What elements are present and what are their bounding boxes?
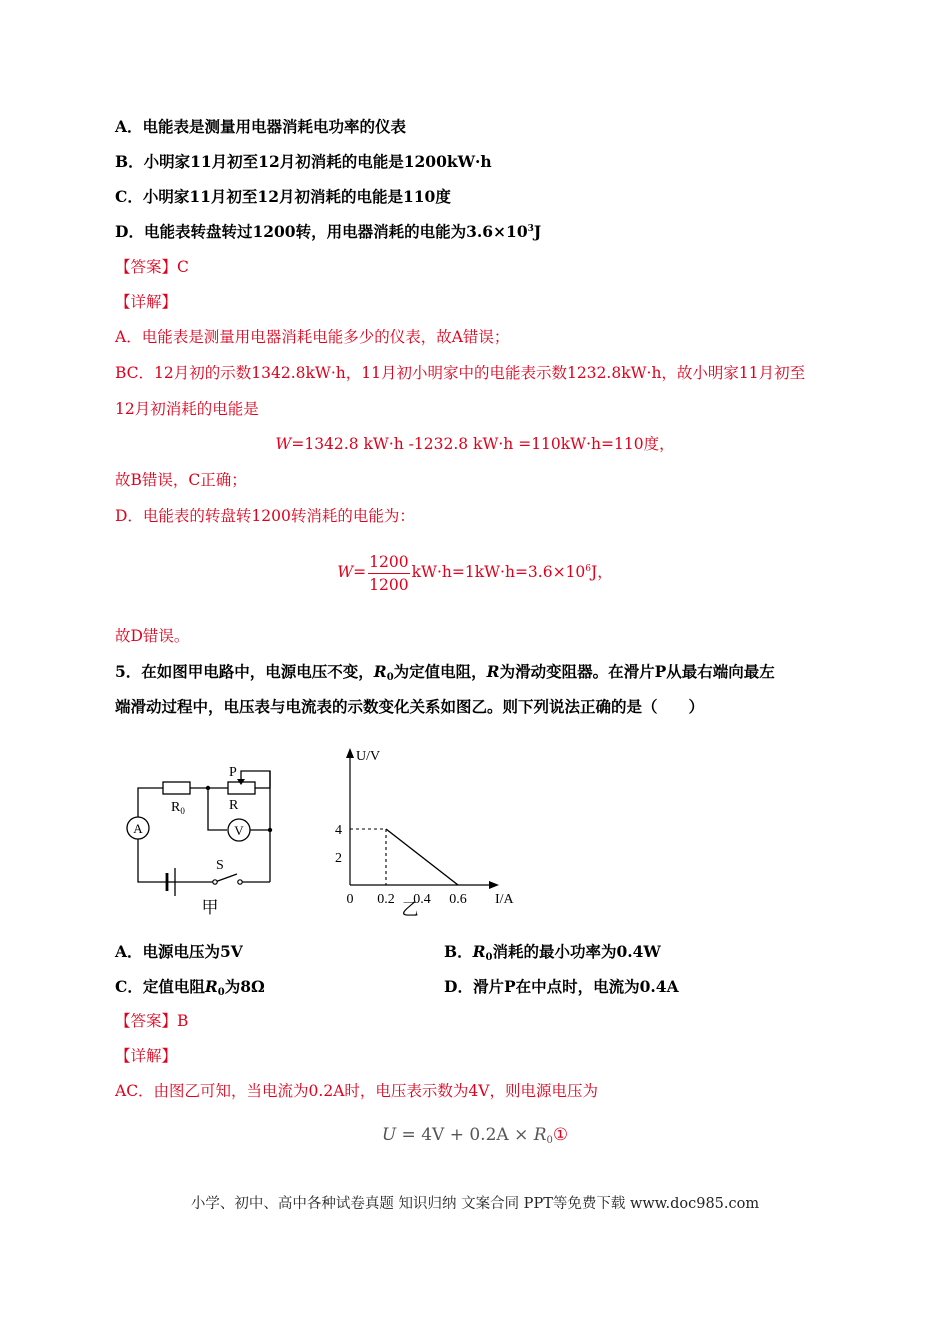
- answer-label: 【答案】: [115, 1012, 178, 1030]
- q4-detail-a: A．电能表是测量用电器消耗电能多少的仪表，故A错误；: [115, 328, 510, 346]
- switch-blade: [215, 874, 237, 882]
- equation-variable: U: [381, 1125, 397, 1145]
- option-text: 为8Ω: [224, 977, 265, 996]
- equation-number: ①: [552, 1125, 569, 1145]
- q4-detail-d-end: 故D错误。: [115, 627, 190, 645]
- q5-stem-line-1: [115, 662, 775, 682]
- equation-equals: =: [353, 563, 367, 581]
- x-axis-arrow-icon: [489, 881, 499, 889]
- q4-option-d-exponent: 3: [527, 224, 534, 234]
- q4-detail-bc-3: 故B错误，C正确；: [115, 471, 247, 489]
- fraction-denominator: 1200: [369, 575, 409, 594]
- equation-variable: R: [533, 1125, 547, 1145]
- r0-resistor: [163, 782, 190, 794]
- q5-detail-label: 【详解】: [115, 1047, 178, 1065]
- equation-body: kW·h=1kW·h=3.6×10: [411, 563, 586, 581]
- equation-end: J，: [591, 563, 613, 581]
- q4-option-d-unit: J: [533, 222, 542, 241]
- q5-r0-sub: 0: [386, 672, 394, 683]
- q4-detail-bc-1: BC．12月初的示数1342.8kW·h，11月初小明家中的电能表示数1232.8kW·h，故小明家11月初至: [115, 364, 806, 382]
- equation-variable: W: [275, 435, 292, 453]
- q4-option-c: C．小明家11月初至12月初消耗的电能是110度: [115, 187, 451, 206]
- u-i-line: [386, 829, 458, 885]
- q5-stem-text: 5．在如图甲电路中，电源电压不变，: [115, 662, 374, 681]
- option-variable: R: [204, 977, 218, 996]
- fraction: [368, 553, 409, 594]
- q5-answer: [115, 1011, 188, 1031]
- q4-detail-label: 【详解】: [115, 293, 178, 311]
- option-text: 消耗的最小功率为0.4W: [492, 942, 661, 961]
- option-prefix: C．定值电阻: [115, 977, 205, 996]
- q5-option-a: A．电源电压为5V: [115, 942, 243, 961]
- switch-contact: [213, 880, 217, 884]
- answer-value: B: [177, 1012, 189, 1030]
- option-subscript: 0: [485, 952, 493, 963]
- x-tick-label: 0.2: [377, 892, 395, 907]
- x-axis-label: I/A: [495, 892, 514, 907]
- slider-label: P: [229, 765, 237, 780]
- u-i-chart: [325, 740, 535, 920]
- q4-equation-2: [0, 552, 950, 592]
- wire: [138, 839, 167, 882]
- equation-body: = 4V + 0.2A ×: [396, 1125, 534, 1145]
- x-tick-label: 0.4: [413, 892, 431, 907]
- x-tick-label: 0: [346, 892, 354, 907]
- q5-equation-1: [0, 1125, 950, 1145]
- wire: [208, 788, 227, 830]
- voltmeter-label: V: [234, 823, 244, 838]
- r0-label-text: R: [171, 800, 181, 815]
- switch-label: S: [216, 858, 224, 873]
- q5-detail-ac: AC．由图乙可知，当电流为0.2A时，电压表示数为4V，则电源电压为: [115, 1082, 598, 1100]
- wire: [138, 788, 163, 810]
- q4-answer: [115, 257, 189, 277]
- junction-dot: [206, 786, 210, 790]
- q4-equation-1: [0, 434, 950, 454]
- option-prefix: B．: [444, 942, 473, 961]
- q4-option-d-text: D．电能表转盘转过1200转，用电器消耗的电能为3.6×10: [115, 222, 528, 241]
- equation-variable: W: [337, 563, 354, 581]
- q5-stem-text: 为滑动变阻器。在滑片P从最右端向最左: [499, 662, 775, 681]
- equation-subscript: 0: [546, 1135, 553, 1146]
- y-tick-label: 2: [335, 851, 342, 866]
- r-label: R: [229, 798, 239, 813]
- q5-option-c: [115, 977, 265, 997]
- q5-option-b: [444, 942, 661, 962]
- q4-option-a: A．电能表是测量用电器消耗电功率的仪表: [115, 117, 407, 136]
- switch-contact: [238, 880, 242, 884]
- y-tick-label: 4: [335, 823, 342, 838]
- page-footer: 小学、初中、高中各种试卷真题 知识归纳 文案合同 PPT等免费下载 www.doc985.com: [190, 1196, 760, 1212]
- circuit-diagram: [115, 755, 290, 920]
- equation-body: =1342.8 kW·h -1232.8 kW·h =110kW·h=110度，: [291, 435, 675, 453]
- r0-label-sub: 0: [180, 806, 185, 816]
- equation-exponent: 6: [585, 564, 592, 574]
- option-variable: R: [472, 942, 486, 961]
- q5-r0-var: R: [373, 662, 387, 681]
- q4-option-b: B．小明家11月初至12月初消耗的电能是1200kW·h: [115, 152, 492, 171]
- q4-option-d: [115, 222, 541, 242]
- q5-stem-text: 为定值电阻，: [393, 662, 487, 681]
- q5-option-d: D．滑片P在中点时，电流为0.4A: [444, 977, 679, 996]
- fraction-numerator: 1200: [368, 553, 409, 574]
- x-tick-label: 0.6: [449, 892, 467, 907]
- junction-dot: [268, 828, 272, 832]
- figure-caption-yi: 乙: [401, 900, 419, 919]
- q5-r-var: R: [486, 662, 500, 681]
- answer-label: 【答案】: [115, 258, 178, 276]
- figure-caption-jia: 甲: [201, 898, 219, 917]
- q5-stem-line-2: 端滑动过程中，电压表与电流表的示数变化关系如图乙。则下列说法正确的是（ ）: [115, 697, 705, 716]
- ammeter-label: A: [133, 821, 143, 836]
- r0-label: [171, 800, 185, 816]
- y-axis-label: U/V: [356, 749, 381, 764]
- option-subscript: 0: [217, 987, 225, 998]
- y-axis-arrow-icon: [346, 748, 354, 758]
- q4-detail-d: D．电能表的转盘转1200转消耗的电能为：: [115, 507, 415, 525]
- answer-value: C: [177, 258, 189, 276]
- q4-detail-bc-2: 12月初消耗的电能是: [115, 400, 259, 418]
